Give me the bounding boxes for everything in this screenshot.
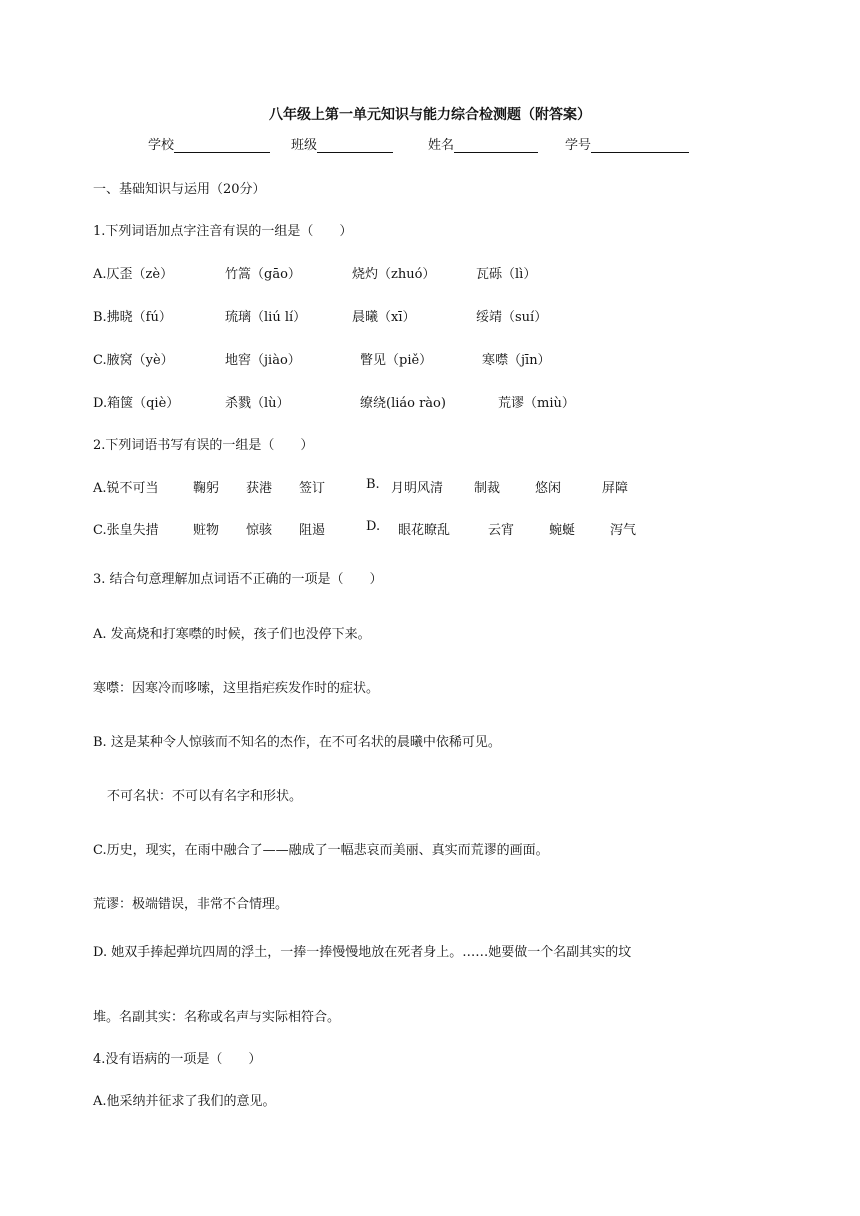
q3-option-b-note: 不可名状：不可以有名字和形状。 [107, 789, 303, 804]
q1-b-item-4: 绥靖（suí） [476, 310, 548, 325]
q1-d-item-1: D.箱箧（qiè） [93, 396, 180, 411]
name-field [428, 134, 538, 153]
q4-option-a: A.他采纳并征求了我们的意见。 [93, 1094, 276, 1109]
question-2-stem: 2.下列词语书写有误的一组是（ ） [93, 438, 314, 453]
q1-b-item-3: 晨曦（xī） [352, 310, 416, 325]
q2-d-item-2: 云宵 [488, 523, 515, 538]
q2-a-item-3: 获港 [246, 481, 273, 496]
q1-b-item-1: B.拂晓（fú） [93, 310, 172, 325]
q2-d-item-3: 蜿蜒 [549, 523, 576, 538]
q2-a-item-2: 鞠躬 [193, 481, 220, 496]
q3-option-b: B. 这是某种令人惊骇而不知名的杰作，在不可名状的晨曦中依稀可见。 [93, 735, 501, 750]
question-4-stem: 4.没有语病的一项是（ ） [93, 1052, 262, 1067]
q2-b-item-1: 月明风清 [391, 481, 444, 496]
q2-c-item-1: C.张皇失措 [93, 523, 159, 538]
q2-a-item-4: 签订 [299, 481, 326, 496]
school-field [148, 134, 270, 153]
question-1-stem: 1.下列词语加点字注音有误的一组是（ ） [93, 224, 353, 239]
q2-b-item-2: 制裁 [474, 481, 501, 496]
number-label: 学号 [565, 138, 592, 153]
q2-b-label: B. [366, 477, 380, 492]
school-label: 学校 [148, 138, 175, 153]
q2-b-item-3: 悠闲 [535, 481, 562, 496]
class-blank [317, 138, 393, 153]
q2-d-item-4: 泻气 [610, 523, 637, 538]
number-blank [591, 138, 689, 153]
q3-option-d: D. 她双手捧起弹坑四周的浮土，一捧一捧慢慢地放在死者身上。……她要做一个名副其实的坟 [93, 945, 632, 960]
q2-d-item-1: 眼花瞭乱 [398, 523, 451, 538]
q1-c-item-1: C.腋窝（yè） [93, 353, 174, 368]
q3-option-d-continued: 堆。名副其实：名称或名声与实际相符合。 [93, 1010, 341, 1025]
question-3-stem: 3. 结合句意理解加点词语不正确的一项是（ ） [93, 572, 383, 587]
q2-c-item-2: 赃物 [193, 523, 220, 538]
q1-c-item-4: 寒噤（jīn） [482, 353, 551, 368]
class-field [291, 134, 393, 153]
q1-a-item-4: 瓦砾（lì） [476, 267, 537, 282]
q3-option-a: A. 发高烧和打寒噤的时候，孩子们也没停下来。 [93, 627, 371, 642]
section-heading: 一、基础知识与运用（20分） [93, 182, 266, 197]
q2-b-item-4: 屏障 [602, 481, 629, 496]
q1-b-item-2: 琉璃（liú lí） [225, 310, 307, 325]
q3-option-a-note: 寒噤：因寒冷而哆嗦，这里指疟疾发作时的症状。 [93, 681, 380, 696]
name-label: 姓名 [428, 138, 455, 153]
name-blank [454, 138, 538, 153]
q1-a-item-1: A.仄歪（zè） [93, 267, 174, 282]
school-blank [174, 138, 270, 153]
student-info-row [0, 134, 860, 154]
q2-a-item-1: A.锐不可当 [93, 481, 159, 496]
q2-c-item-4: 阻遏 [299, 523, 326, 538]
q1-a-item-2: 竹篙（gāo） [225, 267, 301, 282]
q1-c-item-2: 地窖（jiào） [225, 353, 301, 368]
q3-option-c: C.历史，现实，在雨中融合了——融成了一幅悲哀而美丽、真实而荒谬的画面。 [93, 843, 549, 858]
q1-d-item-4: 荒谬（miù） [498, 396, 575, 411]
q1-d-item-3: 缭绕(liáo rào) [360, 396, 446, 411]
q2-c-item-3: 惊骇 [246, 523, 273, 538]
class-label: 班级 [291, 138, 318, 153]
q3-option-c-note: 荒谬：极端错误，非常不合情理。 [93, 897, 289, 912]
q1-d-item-2: 杀戮（lù） [225, 396, 290, 411]
number-field [565, 134, 689, 153]
q1-c-item-3: 瞥见（piě） [360, 353, 433, 368]
page-title: 八年级上第一单元知识与能力综合检测题（附答案） [269, 107, 591, 123]
q2-d-label: D. [366, 519, 381, 534]
q1-a-item-3: 烧灼（zhuó） [352, 267, 436, 282]
